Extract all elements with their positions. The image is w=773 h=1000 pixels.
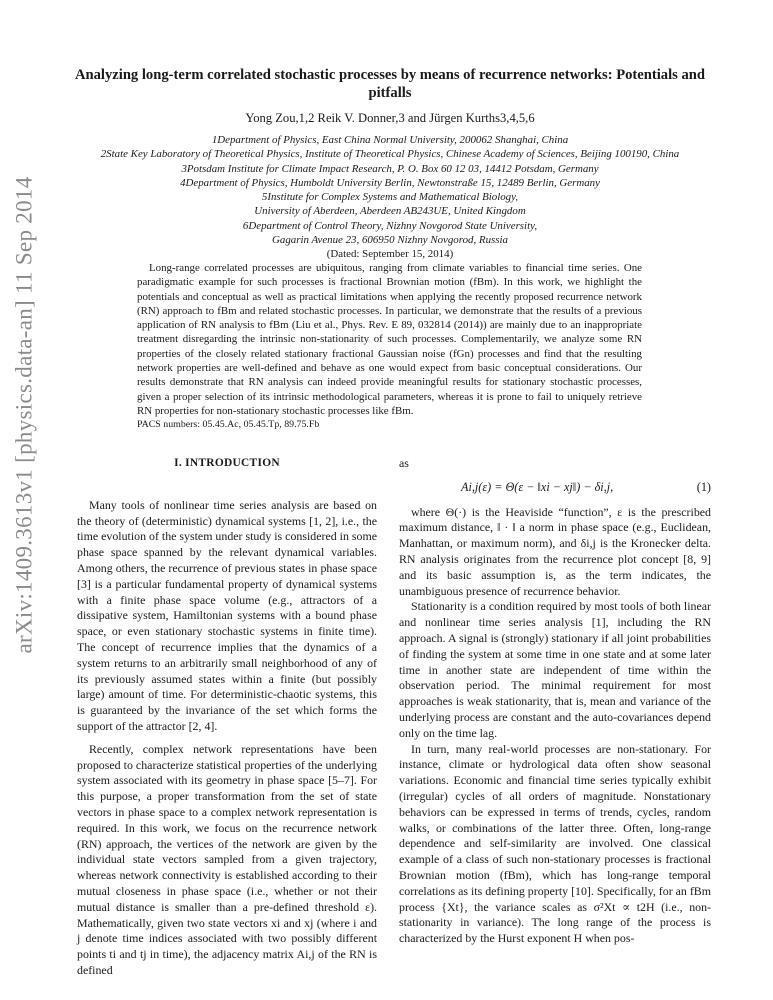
section-heading: I. INTRODUCTION [174, 457, 280, 469]
affiliation-line: 2State Key Laboratory of Theoretical Physics, Institute of Theoretical Physics, Chinese Academy of Sciences, Beijing 100190, China [100, 148, 680, 161]
body-paragraph: In turn, many real-world processes are non-stationary. For instance, climate or hydrological data often show seasonal variations. Economic and financial time series typically exhibit (irregular) cycles of all orders of magnitude. Nonstationary behaviors can be expressed in terms of trends, cycles, random walks, or combinations of the latter three. Often, long-range dependence and self-similarity are involved. One classical example of a class of such non-stationary processes is fractional Brownian motion (fBm), which has long-range temporal correlations as its defining property [10]. Specifically, for an fBm process {Xt}, the variance scales as σ²Xt ∝ t2H (i.e., non-stationarity in variance). The long range of the process is characterized by the Hurst exponent H when pos- [399, 741, 711, 946]
paper-title: Analyzing long-term correlated stochastic processes by means of recurrence networks: Potentials and pitfalls [74, 67, 705, 101]
affiliation-line: University of Aberdeen, Aberdeen AB243UE, United Kingdom [254, 205, 526, 218]
equation-1 [399, 480, 711, 496]
right-column [399, 456, 711, 947]
affiliation-line: Gagarin Avenue 23, 606950 Nizhny Novgorod, Russia [272, 234, 508, 247]
body-paragraph: Recently, complex network representations have been proposed to characterize statistical properties of the underlying system associated with its geometry in phase space [5–7]. For this purpose, a proper transformation from the set of state vectors in phase space to a complex network representation is required. In this work, we focus on the recurrence network (RN) approach, the vertices of the network are given by the individual state vectors sampled from a given trajectory, whereas network connectivity is established according to their mutual closeness in phase space (i.e., whether or not their mutual distance is smaller than a pre-defined threshold ε). Mathematically, given two state vectors xi and xj (where i and j denote time indices associated with two possibly different points ti and tj in time), the adjacency matrix Ai,j of the RN is defined [77, 741, 377, 977]
body-paragraph: Many tools of nonlinear time series analysis are based on the theory of (deterministic) dynamical systems [1, 2], i.e., the time evolution of the system under study is considered in some phase space spanned by the relevant dynamical variables. Among others, the recurrence of previous states in phase space [3] is a particular fundamental property of dynamical systems with a finite phase space volume (e.g., attractors of a dissipative system, Hamiltonian systems with a bound phase space, or even stationary stochastic systems in finite time). The concept of recurrence implies that the dynamics of a system returns to an arbitrarily small neighborhood of any of its previously assumed states within a finite (but possibly large) amount of time. For deterministic-chaotic systems, this is guaranteed by the invariance of the set which forms the support of the attractor [2, 4]. [77, 497, 377, 733]
abstract: Long-range correlated processes are ubiquitous, ranging from climate variables to financial time series. One paradigmatic example for such processes is fractional Brownian motion (fBm). In this work, we highlight the potentials and conceptual as well as practical limitations when applying the recently proposed recurrence network (RN) approach to fBm and related stochastic processes. In particular, we demonstrate that the results of a previous application of RN analysis to fBm (Liu et al., Phys. Rev. E 89, 032814 (2014)) are mainly due to an inappropriate treatment disregarding the intrinsic non-stationarity of such processes. Complementarily, we analyze some RN properties of the closely related stationary fractional Gaussian noise (fGn) processes and find that the resulting network properties are well-defined and behave as one would expect from basic conceptual considerations. Our results demonstrate that RN analysis can indeed provide meaningful results for stationary stochastic processes, given a proper selection of its intrinsic methodological parameters, whereas it is prone to fail to uniquely retrieve RN properties for non-stationary stochastic processes like fBm. [137, 262, 642, 417]
equation-body: Ai,j(ε) = Θ(ε − ‖xi − xj‖) − δi,j, [461, 479, 614, 494]
equation-number: (1) [696, 479, 711, 494]
pacs-numbers: PACS numbers: 05.45.Ac, 05.45.Tp, 89.75.Fb [137, 419, 320, 430]
affiliations-block [60, 133, 720, 262]
continuation-text: as [399, 456, 409, 470]
arxiv-sidebar-identifier [2, 176, 46, 654]
affiliation-line: 3Potsdam Institute for Climate Impact Research, P. O. Box 60 12 03, 14412 Potsdam, Germany [181, 162, 599, 175]
body-paragraph: Stationarity is a condition required by most tools of both linear and nonlinear time series analysis [1], including the RN approach. A signal is (strongly) stationary if all joint probabilities of finding the system at some time in one state and at some later time in another state are independent of time within the observation period. The minimal requirement for most approaches is weak stationarity, that is, mean and variance of the underlying process are constant and the auto-covariances depend only on the time lag. [399, 599, 711, 740]
body-paragraph: where Θ(·) is the Heaviside “function”, ε is the prescribed maximum distance, ‖ · ‖ a norm in phase space (e.g., Euclidean, Manhattan, or maximum norm), and δi,j is the Kronecker delta. RN analysis originates from the recurrence plot concept [8, 9] and its basic assumption is, as the term indicates, the unambiguous presence of recurrence behavior. [399, 504, 711, 598]
affiliation-line: 1Department of Physics, East China Normal University, 200062 Shanghai, China [211, 134, 569, 146]
left-column [77, 456, 377, 979]
date-line: (Dated: September 15, 2014) [326, 248, 454, 261]
affiliation-line: 4Department of Physics, Humboldt University Berlin, Newtonstraße 15, 12489 Berlin, Germany [180, 176, 600, 189]
affiliation-line: 5Institute for Complex Systems and Mathematical Biology, [261, 191, 519, 204]
arxiv-id-text: arXiv:1409.3613v1 [physics.data-an] 11 Sep 2014 [11, 176, 36, 654]
author-list: Yong Zou,1,2 Reik V. Donner,3 and Jürgen Kurths3,4,5,6 [245, 111, 535, 125]
affiliation-line: 6Department of Control Theory, Nizhny Novgorod State University, [242, 219, 538, 232]
